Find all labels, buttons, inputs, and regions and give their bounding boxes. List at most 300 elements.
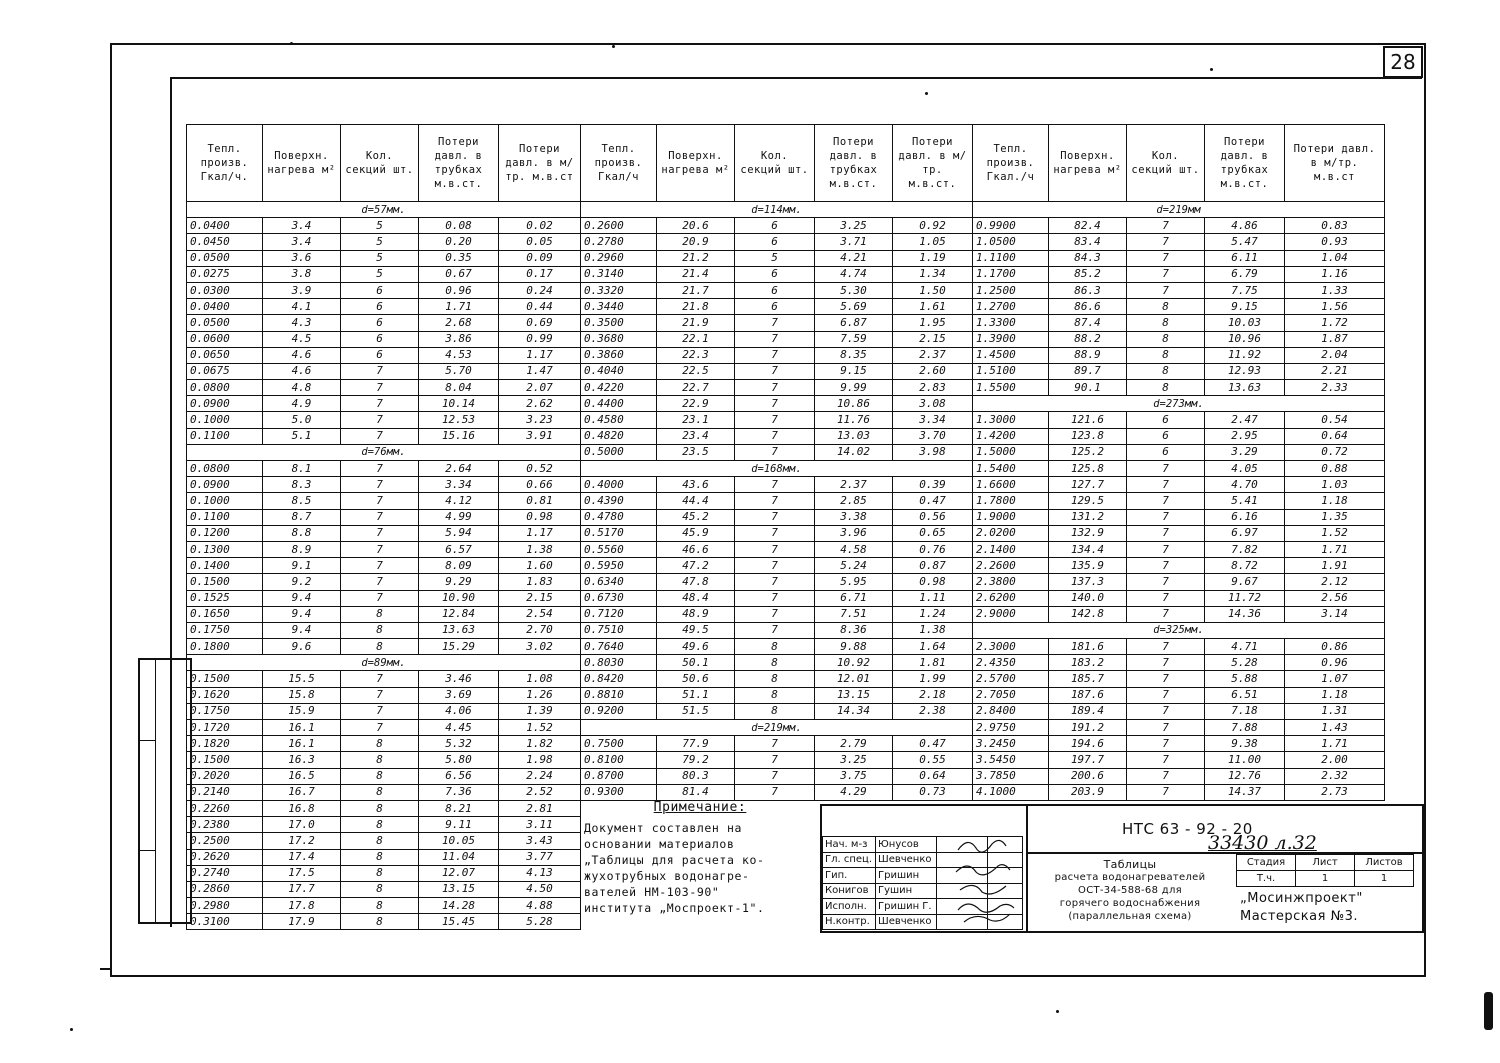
table-cell: 7: [735, 380, 815, 396]
table-cell: 20.9: [657, 234, 735, 250]
table-cell: 0.64: [1285, 428, 1385, 444]
table-cell: 1.43: [1285, 720, 1385, 736]
table-cell: 3.25: [815, 218, 893, 234]
table-row: [187, 639, 581, 655]
table-cell: 197.7: [1049, 752, 1127, 768]
table-cell: 0.2740: [187, 865, 263, 881]
table-cell: 0.3100: [187, 914, 263, 930]
table-cell: 7: [735, 525, 815, 541]
table-cell: 6.16: [1205, 509, 1285, 525]
table-row: [187, 234, 581, 250]
table-cell: 16.1: [263, 736, 341, 752]
table-cell: 16.8: [263, 800, 341, 816]
table-cell: 0.47: [893, 493, 973, 509]
table-row: [187, 622, 581, 638]
table-cell: 0.88: [1285, 461, 1385, 477]
table-cell: 6: [1127, 444, 1205, 460]
table-cell: 0.9200: [581, 703, 657, 719]
side-stamp-box: [138, 658, 192, 924]
table-cell: 0.69: [499, 315, 581, 331]
table-row: [973, 574, 1385, 590]
table-cell: 0.56: [893, 509, 973, 525]
table-cell: 2.4350: [973, 655, 1049, 671]
table-cell: 23.5: [657, 444, 735, 460]
table-row: [973, 655, 1385, 671]
table-cell: 0.2780: [581, 234, 657, 250]
table-cell: 3.02: [499, 639, 581, 655]
table-row: [581, 444, 973, 460]
table-cell: 3.38: [815, 509, 893, 525]
table-cell: 0.05: [499, 234, 581, 250]
table-cell: 2.37: [815, 477, 893, 493]
table-cell: 3.46: [419, 671, 499, 687]
column-header: Потери давл. в трубках м.в.ст.: [419, 125, 499, 202]
table-cell: 1.71: [1285, 736, 1385, 752]
table-row: [187, 428, 581, 444]
column-header: Поверхн. нагрева м²: [1049, 125, 1127, 202]
name-cell: Гришин: [876, 868, 937, 884]
table-cell: 0.0400: [187, 218, 263, 234]
table-cell: 0.2980: [187, 898, 263, 914]
table-row: [973, 299, 1385, 315]
table-row: [187, 720, 581, 736]
document-title: [1030, 858, 1230, 923]
table-cell: 9.29: [419, 574, 499, 590]
table-cell: 7: [1127, 752, 1205, 768]
table-cell: 1.2700: [973, 299, 1049, 315]
table-cell: 0.73: [893, 784, 973, 800]
table-row: [973, 428, 1385, 444]
table-cell: 4.45: [419, 720, 499, 736]
table-cell: 8: [341, 784, 419, 800]
table-cell: 7: [341, 703, 419, 719]
note-line: института „Моспроект-1".: [584, 901, 765, 915]
column-header: Потери давл. в трубках м.в.ст.: [1205, 125, 1285, 202]
table-cell: 1.83: [499, 574, 581, 590]
diameter-row: [187, 202, 581, 218]
table-cell: 4.88: [499, 898, 581, 914]
table-cell: 13.63: [1205, 380, 1285, 396]
stage-label-row: [1237, 855, 1414, 871]
table-cell: 0.2860: [187, 881, 263, 897]
table-cell: 9.88: [815, 639, 893, 655]
stage-label: Листов: [1355, 855, 1414, 871]
table-cell: 5.28: [499, 914, 581, 930]
table-cell: 4.6: [263, 347, 341, 363]
table-cell: 0.0500: [187, 250, 263, 266]
table-cell: 0.8810: [581, 687, 657, 703]
table-row: [973, 363, 1385, 379]
table-cell: 8: [735, 671, 815, 687]
table-cell: 7: [1127, 218, 1205, 234]
table-cell: 6: [341, 331, 419, 347]
title-line: (параллельная схема): [1068, 911, 1192, 922]
table-cell: 7: [735, 784, 815, 800]
table-cell: 1.72: [1285, 315, 1385, 331]
table-cell: 1.4200: [973, 428, 1049, 444]
table-cell: 21.4: [657, 266, 735, 282]
speck: [925, 92, 928, 95]
table-cell: 5.32: [419, 736, 499, 752]
table-cell: 6: [341, 347, 419, 363]
table-cell: 7: [341, 380, 419, 396]
table-cell: 0.3860: [581, 347, 657, 363]
table-cell: 8: [1127, 347, 1205, 363]
name-cell: Шевченко: [876, 852, 937, 868]
table-cell: 0.1200: [187, 525, 263, 541]
table-cell: 2.8400: [973, 703, 1049, 719]
table-cell: 7: [341, 574, 419, 590]
table-row: [973, 380, 1385, 396]
table-cell: 0.83: [1285, 218, 1385, 234]
table-cell: 8: [1127, 380, 1205, 396]
table-cell: 134.4: [1049, 541, 1127, 557]
stage-value: Т.ч.: [1237, 871, 1296, 887]
table-cell: 0.1500: [187, 671, 263, 687]
table-cell: 7: [341, 363, 419, 379]
role-cell: Н.контр.: [823, 914, 876, 930]
table-row: [187, 768, 581, 784]
table-cell: 7: [341, 525, 419, 541]
table-cell: 83.4: [1049, 234, 1127, 250]
table-cell: 3.25: [815, 752, 893, 768]
table-cell: 2.21: [1285, 363, 1385, 379]
table-cell: 194.6: [1049, 736, 1127, 752]
table-cell: 1.47: [499, 363, 581, 379]
table-cell: 1.99: [893, 671, 973, 687]
table-cell: 14.36: [1205, 606, 1285, 622]
table-cell: 0.20: [419, 234, 499, 250]
table-cell: 79.2: [657, 752, 735, 768]
table-cell: 8: [341, 833, 419, 849]
table-row: [581, 347, 973, 363]
table-cell: 4.13: [499, 865, 581, 881]
table-cell: 140.0: [1049, 590, 1127, 606]
table-cell: 5.80: [419, 752, 499, 768]
table-cell: 2.12: [1285, 574, 1385, 590]
table-cell: 23.1: [657, 412, 735, 428]
table-cell: 8.9: [263, 541, 341, 557]
table-cell: 10.90: [419, 590, 499, 606]
table-cell: 10.92: [815, 655, 893, 671]
table-cell: 7: [1127, 590, 1205, 606]
table-row: [581, 477, 973, 493]
speck: [290, 42, 293, 45]
table-cell: 9.11: [419, 817, 499, 833]
table-cell: 13.03: [815, 428, 893, 444]
table-cell: 3.71: [815, 234, 893, 250]
table-cell: 7: [735, 768, 815, 784]
table-cell: 9.67: [1205, 574, 1285, 590]
table-cell: 3.77: [499, 849, 581, 865]
table-cell: 0.0400: [187, 299, 263, 315]
table-cell: 17.2: [263, 833, 341, 849]
table-cell: 80.3: [657, 768, 735, 784]
table-cell: 0.1000: [187, 493, 263, 509]
table-cell: 6: [1127, 412, 1205, 428]
table-cell: 2.3800: [973, 574, 1049, 590]
table-cell: 4.05: [1205, 461, 1285, 477]
table-cell: 0.1100: [187, 509, 263, 525]
table-row: [581, 428, 973, 444]
table-cell: 8: [1127, 299, 1205, 315]
table-cell: 7: [1127, 606, 1205, 622]
table-cell: 7: [735, 331, 815, 347]
table-row: [581, 412, 973, 428]
note-line: „Таблицы для расчета ко-: [584, 853, 765, 867]
table-cell: 0.1000: [187, 412, 263, 428]
table-cell: 7: [1127, 655, 1205, 671]
table-cell: 0.98: [499, 509, 581, 525]
table-row: [187, 218, 581, 234]
table-cell: 0.1500: [187, 574, 263, 590]
table-cell: 12.93: [1205, 363, 1285, 379]
table-cell: 7: [341, 396, 419, 412]
table-cell: 5.47: [1205, 234, 1285, 250]
speck: [1056, 1010, 1059, 1013]
diameter-row: [581, 202, 973, 218]
table-cell: 6: [1127, 428, 1205, 444]
table-cell: 1.3300: [973, 315, 1049, 331]
table-cell: 8.5: [263, 493, 341, 509]
table-row: [973, 784, 1385, 800]
speck: [612, 45, 615, 48]
stage-value: 1: [1296, 871, 1355, 887]
table-block-114-219: [580, 124, 973, 801]
table-cell: 7: [341, 412, 419, 428]
table-row: [187, 784, 581, 800]
table-cell: 14.34: [815, 703, 893, 719]
table-cell: 17.8: [263, 898, 341, 914]
table-cell: 7: [1127, 703, 1205, 719]
table-cell: 2.95: [1205, 428, 1285, 444]
table-cell: 11.72: [1205, 590, 1285, 606]
table-cell: 1.5500: [973, 380, 1049, 396]
table-cell: 5.95: [815, 574, 893, 590]
table-cell: 0.2620: [187, 849, 263, 865]
table-cell: 90.1: [1049, 380, 1127, 396]
table-cell: 7: [735, 444, 815, 460]
table-row: [973, 606, 1385, 622]
table-row: [581, 234, 973, 250]
table-cell: 181.6: [1049, 639, 1127, 655]
table-cell: 7: [1127, 736, 1205, 752]
table-cell: 0.2140: [187, 784, 263, 800]
table-cell: 2.56: [1285, 590, 1385, 606]
diameter-label: d=219мм: [973, 202, 1385, 218]
table-cell: 0.47: [893, 736, 973, 752]
table-cell: 88.9: [1049, 347, 1127, 363]
table-row: [973, 477, 1385, 493]
table-cell: 2.70: [499, 622, 581, 638]
table-row: [973, 234, 1385, 250]
table-row: [973, 639, 1385, 655]
table-cell: 125.8: [1049, 461, 1127, 477]
table-cell: 1.81: [893, 655, 973, 671]
table-row: [973, 444, 1385, 460]
table-cell: 6: [735, 266, 815, 282]
table-cell: 13.15: [419, 881, 499, 897]
table-cell: 2.64: [419, 461, 499, 477]
table-cell: 10.05: [419, 833, 499, 849]
table-cell: 3.34: [419, 477, 499, 493]
table-cell: 7: [341, 541, 419, 557]
table-cell: 1.91: [1285, 558, 1385, 574]
table-row: [581, 784, 973, 800]
table-cell: 0.08: [419, 218, 499, 234]
table-cell: 0.98: [893, 574, 973, 590]
name-cell: Гришин Г.: [876, 899, 937, 915]
table-cell: 15.5: [263, 671, 341, 687]
table-cell: 17.9: [263, 914, 341, 930]
table-cell: 49.6: [657, 639, 735, 655]
table-cell: 7: [735, 558, 815, 574]
table-cell: 7: [1127, 509, 1205, 525]
table-cell: 121.6: [1049, 412, 1127, 428]
table-cell: 7: [735, 493, 815, 509]
table-cell: 8: [1127, 315, 1205, 331]
table-cell: 21.9: [657, 315, 735, 331]
table-row: [187, 493, 581, 509]
table-cell: 0.0800: [187, 461, 263, 477]
table-cell: 0.02: [499, 218, 581, 234]
table-cell: 7: [1127, 477, 1205, 493]
table-cell: 15.45: [419, 914, 499, 930]
table-row: [581, 525, 973, 541]
table-cell: 10.14: [419, 396, 499, 412]
table-cell: 8.7: [263, 509, 341, 525]
table-cell: 7: [1127, 687, 1205, 703]
table-cell: 5.0: [263, 412, 341, 428]
table-cell: 7: [735, 347, 815, 363]
table-cell: 77.9: [657, 736, 735, 752]
table-cell: 7: [735, 590, 815, 606]
table-cell: 3.7850: [973, 768, 1049, 784]
table-cell: 7: [1127, 541, 1205, 557]
diameter-row: [187, 444, 581, 460]
table-cell: 81.4: [657, 784, 735, 800]
table-cell: 8: [735, 687, 815, 703]
stage-table: [1236, 854, 1414, 887]
note-line: вателей НМ-103-90": [584, 885, 720, 899]
table-cell: 1.64: [893, 639, 973, 655]
table-cell: 1.07: [1285, 671, 1385, 687]
document-code: НТС 63 - 92 - 20: [1122, 820, 1253, 838]
diameter-row: [973, 622, 1385, 638]
table-cell: 0.39: [893, 477, 973, 493]
note: [584, 800, 816, 916]
table-cell: 0.9300: [581, 784, 657, 800]
column-header: Потери давл. в м/тр. м.в.ст: [1285, 125, 1385, 202]
table-cell: 0.5950: [581, 558, 657, 574]
table-cell: 2.04: [1285, 347, 1385, 363]
table-cell: 9.15: [1205, 299, 1285, 315]
table-cell: 44.4: [657, 493, 735, 509]
table-row: [973, 525, 1385, 541]
table-cell: 7: [341, 461, 419, 477]
table-row: [581, 558, 973, 574]
table-cell: 0.87: [893, 558, 973, 574]
table-cell: 1.4500: [973, 347, 1049, 363]
table-row: [187, 541, 581, 557]
table-cell: 1.05: [893, 234, 973, 250]
table-cell: 15.9: [263, 703, 341, 719]
table-cell: 2.15: [893, 331, 973, 347]
table-cell: 1.38: [499, 541, 581, 557]
table-row: [581, 768, 973, 784]
table-cell: 88.2: [1049, 331, 1127, 347]
table-cell: 0.1720: [187, 720, 263, 736]
table-cell: 7: [1127, 574, 1205, 590]
table-cell: 45.2: [657, 509, 735, 525]
table-cell: 4.29: [815, 784, 893, 800]
table-cell: 7: [735, 428, 815, 444]
table-cell: 8: [341, 898, 419, 914]
table-cell: 3.2450: [973, 736, 1049, 752]
table-cell: 4.58: [815, 541, 893, 557]
table-cell: 8.8: [263, 525, 341, 541]
table-cell: 3.34: [893, 412, 973, 428]
table-row: [187, 849, 581, 865]
table-cell: 9.4: [263, 622, 341, 638]
table-cell: 1.50: [893, 282, 973, 298]
column-header: Потери давл. в трубках м.в.ст.: [815, 125, 893, 202]
archive-number: 33430 л.32: [1208, 832, 1317, 854]
table-cell: 47.2: [657, 558, 735, 574]
table-cell: 8: [1127, 363, 1205, 379]
note-line: Документ составлен на: [584, 821, 742, 835]
sheet-number: 28: [1383, 46, 1423, 78]
table-cell: 12.07: [419, 865, 499, 881]
table-cell: 7: [1127, 493, 1205, 509]
name-cell: Юнусов: [876, 837, 937, 853]
table-cell: 2.79: [815, 736, 893, 752]
table-row: [973, 541, 1385, 557]
table-cell: 2.62: [499, 396, 581, 412]
table-cell: 1.11: [893, 590, 973, 606]
table-cell: 7: [1127, 234, 1205, 250]
table-row: [581, 574, 973, 590]
table-cell: 3.9: [263, 282, 341, 298]
table-cell: 2.33: [1285, 380, 1385, 396]
table-cell: 7.59: [815, 331, 893, 347]
table-cell: 2.73: [1285, 784, 1385, 800]
table-cell: 3.4: [263, 218, 341, 234]
table-cell: 13.63: [419, 622, 499, 638]
table-cell: 5.30: [815, 282, 893, 298]
table-row: [581, 736, 973, 752]
table-row: [187, 266, 581, 282]
table-row: [187, 347, 581, 363]
table-cell: 7: [735, 396, 815, 412]
table-row: [187, 800, 581, 816]
table-cell: 7: [1127, 250, 1205, 266]
table-row: [187, 282, 581, 298]
table-cell: 1.2500: [973, 282, 1049, 298]
table-cell: 132.9: [1049, 525, 1127, 541]
table-cell: 8: [735, 655, 815, 671]
table-cell: 8.1: [263, 461, 341, 477]
table-row: [581, 493, 973, 509]
table-cell: 8: [341, 622, 419, 638]
table-cell: 2.37: [893, 347, 973, 363]
table-cell: 22.9: [657, 396, 735, 412]
table-row: [187, 606, 581, 622]
table-cell: 1.87: [1285, 331, 1385, 347]
table-row: [187, 315, 581, 331]
table-cell: 1.16: [1285, 266, 1385, 282]
table-cell: 7: [1127, 768, 1205, 784]
